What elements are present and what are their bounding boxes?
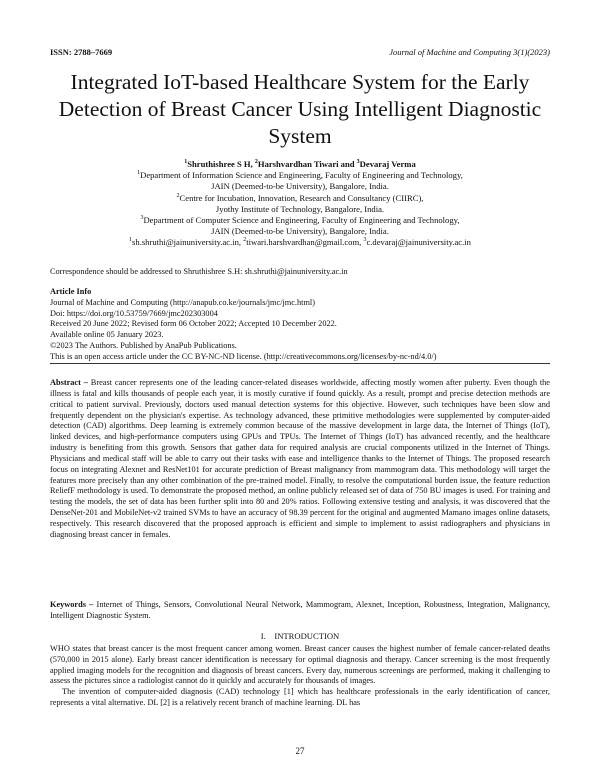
abstract-text: Breast cancer represents one of the leading cancer-related diseases worldwide, affecting mostly women after puberty. Even though the illness is fatal and kills thousands of people each year, it is mostly curative if found quickly. As a result, prompt and precise detection methods are critical to patient survival. Previously, doctors used manual detection systems for this objective. However, such techniques have been slow and frequently dependent on the physician's expertise. As technology advanced, these primitive methodologies were supplemented by computer-aided detection (CAD) algorithms. Deep learning is extremely common because of the massive development in large data, the Internet of Things (IoT), linked devices, and high-performance computers using GPUs and TPUs. The Internet of Things (IoT) has advanced recently, and the healthcare industry is benefiting from this growth. Sensors that gather data for required analysis are crucial components utilized in the Internet of Things. Physicians and medical staff will be able to carry out their tasks with ease and intelligence thanks to the Internet of Things. The proposed research focus on integrating Alexnet and ResNet101 for accurate prediction of Breast malignancy from mammogram data. This methodology will target the features more precisely than any other combination of the pre-trained model. Finally, to resolve the computational burden issue, the feature reduction ReliefF methodology is used. To demonstrate the proposed method, an online publicly released set of data of 750 BU images is used. For training and testing the models, the set of data has been further split into 80 and 20% ratios. Following extensive testing and analysis, it was discovered that the DenseNet-201 and MobileNet-v2 trained SVMs to have an accuracy of 98.39 percent for the original and augmented Mamano images online datasets, respectively. This research discovered that the proposed approach is efficient and simple to implement to assist radiographers and physicians in diagnosing breast cancer in females. <box>50 378 550 539</box>
affiliation-2-line-2: Jyothy Institute of Technology, Bangalore, India. <box>215 203 385 214</box>
author-3: Devaraj Verma <box>359 159 416 169</box>
author-1: Shruthishree S H, <box>187 159 255 169</box>
affiliation-1-line-2: JAIN (Deemed-to-be University), Bangalore, India. <box>211 181 389 192</box>
page-number: 27 <box>295 746 305 756</box>
introduction-body <box>50 644 550 709</box>
author-block <box>40 159 560 249</box>
article-info-online: Available online 05 January 2023. <box>50 330 164 340</box>
author-2: Harshvardhan Tiwari and <box>257 159 357 169</box>
author-sup: 1 <box>184 159 188 166</box>
affiliation-line: Department of Computer Science and Engineering, Faculty of Engineering and Technology, <box>143 215 460 226</box>
affiliation-3-line-2: JAIN (Deemed-to-be University), Bangalore, India. <box>211 226 389 237</box>
keywords-text: Internet of Things, Sensors, Convolutional Neural Network, Mammogram, Alexnet, Inception, Robustness, Integration, Malignancy, Intelligent Diagnostic System. <box>50 600 550 620</box>
paper-title: Integrated IoT-based Healthcare System for the Early Detection of Breast Cancer Using Intelligent Diagnostic System <box>58 70 542 148</box>
affiliation-2 <box>40 193 560 204</box>
article-info-heading: Article Info <box>50 287 92 296</box>
abstract-label: Abstract – <box>50 378 88 387</box>
email-3: c.devaraj@jainuniversity.ac.in <box>366 237 471 248</box>
author-names <box>40 159 560 170</box>
intro-paragraph-1: WHO states that breast cancer is the most frequent cancer among women. Breast cancer causes the highest number of female cancer-related deaths (570,000 in 2015 alone). Early breast cancer identification is necessary for optimal diagnosis and therapy. Cancer screening is the most frequently applied imaging models for the recognition and diagnosis of breast cancers. Every day, numerous screenings are performed, making it challenging to assess the pictures since a radiologist cannot do it quickly and accurately for thousands of images. <box>50 644 550 686</box>
author-sup: 3 <box>356 159 360 166</box>
article-info-license: This is an open access article under the CC BY-NC-ND license. (http://creativecommons.org/licenses/by-nc-nd/4.0/) <box>50 352 550 364</box>
article-info-doi: Doi: https://doi.org/10.53759/7669/jmc202303004 <box>50 308 218 318</box>
email-sup: 1 <box>129 237 133 244</box>
affiliation-sup: 1 <box>137 170 141 177</box>
section-heading: I. INTRODUCTION <box>260 631 340 641</box>
affiliation-sup: 3 <box>140 215 144 222</box>
article-info <box>50 287 550 364</box>
abstract <box>50 378 550 541</box>
email-1: sh.shruthi@jainuniversity.ac.in, <box>132 237 244 248</box>
correspondence-note: Correspondence should be addressed to Shruthishree S.H: sh.shruthi@jainuniversity.ac.in <box>50 267 348 276</box>
intro-paragraph-2: The invention of computer-aided diagnosis (CAD) technology [1] which has healthcare professionals in the early identification of cancer, represents a vital alternative. DL [2] is a relatively recent branch of machine learning. DL has <box>50 687 550 707</box>
article-info-journal: Journal of Machine and Computing (http://anapub.co.ke/journals/jmc/jmc.html) <box>50 297 315 307</box>
keywords-label: Keywords – <box>50 600 94 609</box>
email-sup: 3 <box>363 237 367 244</box>
affiliation-line: Department of Information Science and Engineering, Faculty of Engineering and Technology, <box>140 170 463 181</box>
article-info-dates: Received 20 June 2022; Revised form 06 October 2022; Accepted 10 December 2022. <box>50 319 337 329</box>
author-sup: 2 <box>254 159 258 166</box>
issn: ISSN: 2788–7669 <box>50 47 113 57</box>
affiliation-line: Centre for Incubation, Innovation, Research and Consultancy (CIIRC), <box>179 192 424 203</box>
affiliation-1 <box>40 170 560 181</box>
affiliation-3 <box>40 215 560 226</box>
keywords <box>50 600 550 622</box>
affiliation-sup: 2 <box>176 192 180 199</box>
author-emails <box>40 237 560 248</box>
email-sup: 2 <box>243 237 247 244</box>
journal-citation: Journal of Machine and Computing 3(1)(2023) <box>389 47 550 57</box>
email-2: tiwari.harshvardhan@gmail.com, <box>246 237 364 248</box>
article-info-copyright: ©2023 The Authors. Published by AnaPub Publications. <box>50 340 237 350</box>
